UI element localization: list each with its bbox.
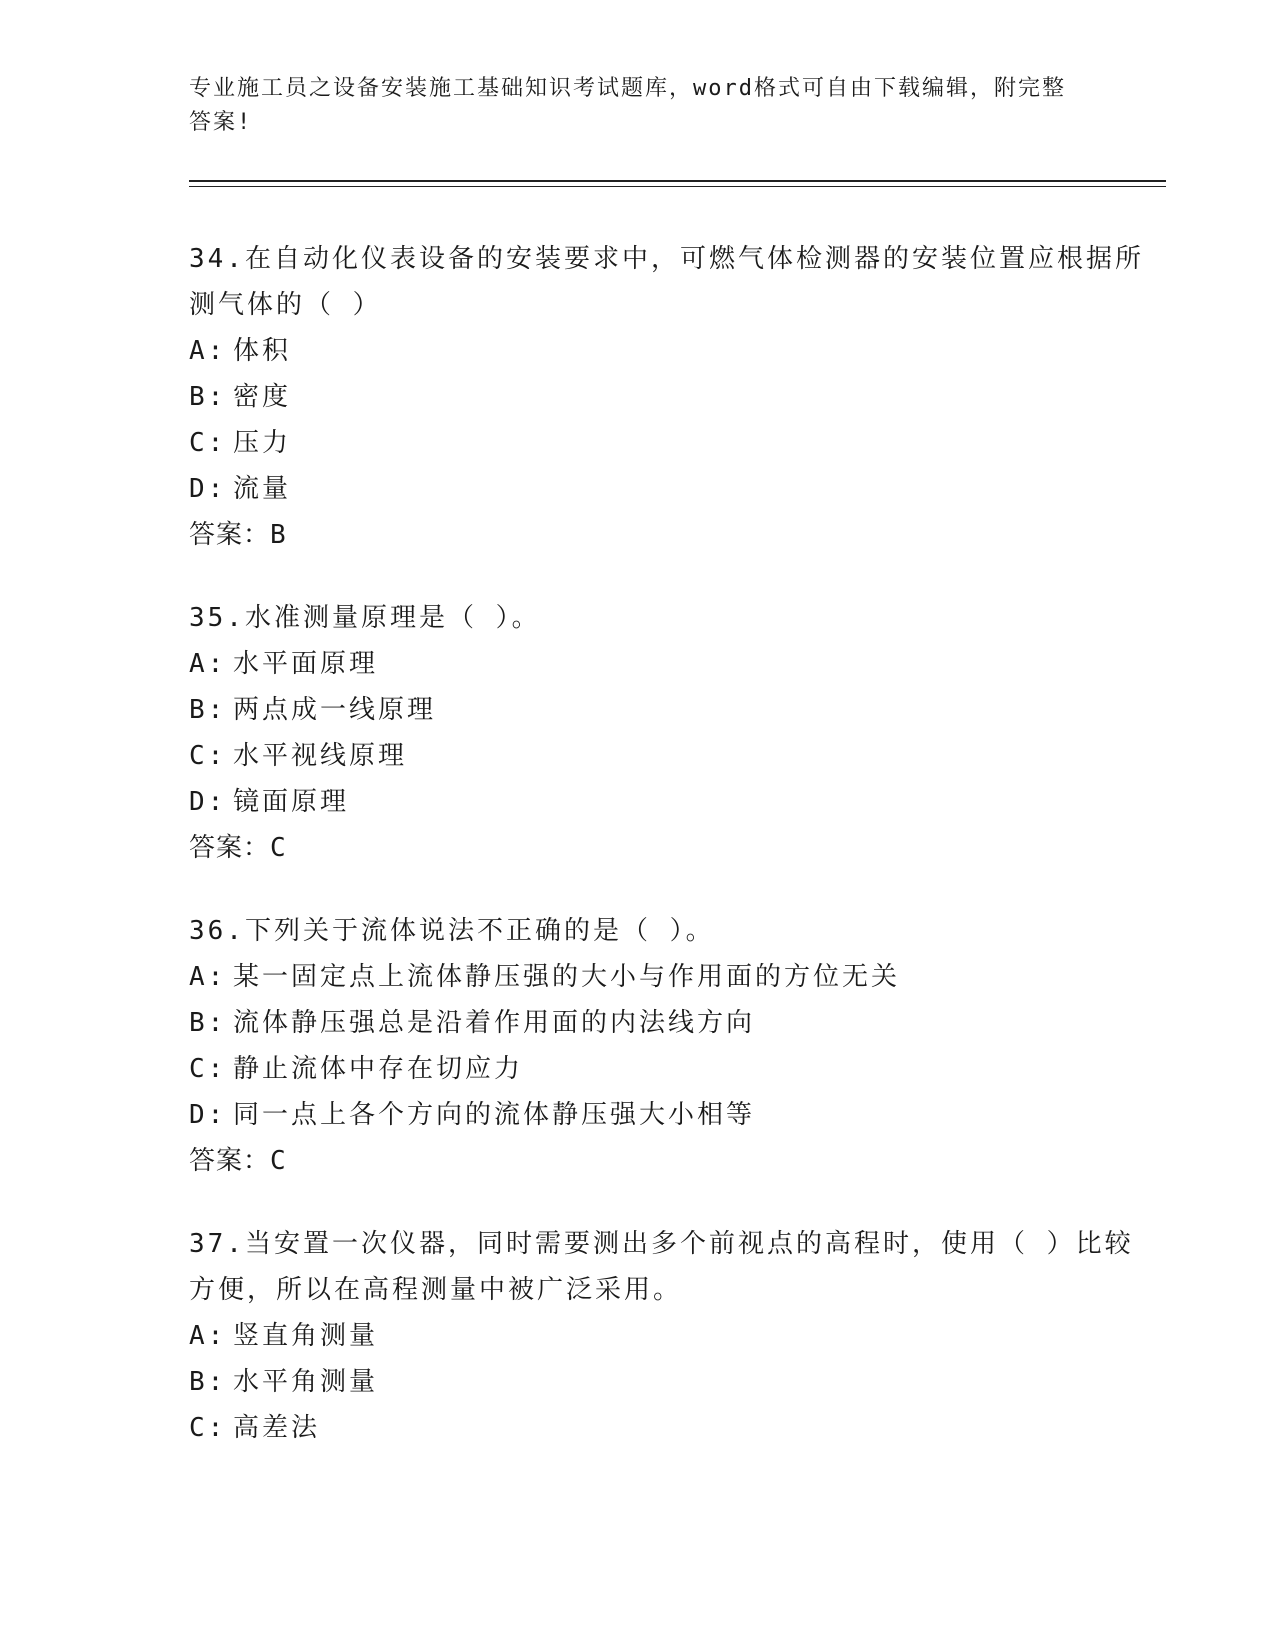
option-c xyxy=(189,1405,1149,1451)
answer-label: 答案： xyxy=(189,1146,271,1176)
option-letter: B: xyxy=(189,1008,227,1038)
option-text: 同一点上各个方向的流体静压强大小相等 xyxy=(233,1100,756,1130)
option-b xyxy=(189,687,1149,733)
option-a xyxy=(189,954,1149,1000)
option-letter: A: xyxy=(189,1321,227,1351)
option-c xyxy=(189,733,1149,779)
option-text: 竖直角测量 xyxy=(233,1321,379,1351)
option-b xyxy=(189,1000,1149,1046)
question-list xyxy=(189,236,1149,1488)
question-number: 34. xyxy=(189,244,245,274)
answer-label: 答案： xyxy=(189,833,271,863)
option-letter: D: xyxy=(189,1100,227,1130)
question-number: 37. xyxy=(189,1229,245,1259)
option-a xyxy=(189,328,1149,374)
header-divider-thick xyxy=(189,180,1166,182)
option-letter: D: xyxy=(189,474,227,504)
option-d xyxy=(189,779,1149,825)
option-text: 水平面原理 xyxy=(233,649,379,679)
question-text xyxy=(189,595,1149,641)
question-37 xyxy=(189,1221,1149,1451)
option-letter: B: xyxy=(189,695,227,725)
option-text: 两点成一线原理 xyxy=(233,695,437,725)
option-letter: C: xyxy=(189,1054,227,1084)
answer-value: B xyxy=(270,520,287,550)
question-stem: 水准测量原理是（ ）。 xyxy=(244,603,541,633)
option-text: 水平角测量 xyxy=(233,1367,379,1397)
option-text: 压力 xyxy=(233,428,292,458)
option-d xyxy=(189,1092,1149,1138)
option-letter: C: xyxy=(189,428,227,458)
option-c xyxy=(189,420,1149,466)
option-letter: B: xyxy=(189,1367,227,1397)
option-text: 镜面原理 xyxy=(233,787,350,817)
answer-line xyxy=(189,825,1149,871)
option-text: 密度 xyxy=(233,382,292,412)
option-text: 流量 xyxy=(233,474,292,504)
option-letter: C: xyxy=(189,1413,227,1443)
answer-value: C xyxy=(270,1146,287,1176)
question-text xyxy=(189,908,1149,954)
option-b xyxy=(189,1359,1149,1405)
answer-value: C xyxy=(270,833,287,863)
question-35 xyxy=(189,595,1149,871)
option-a xyxy=(189,641,1149,687)
option-letter: A: xyxy=(189,962,227,992)
header-divider-thin xyxy=(189,186,1166,187)
option-letter: D: xyxy=(189,787,227,817)
question-number: 35. xyxy=(189,603,245,633)
option-text: 水平视线原理 xyxy=(233,741,408,771)
option-a xyxy=(189,1313,1149,1359)
document-header: 专业施工员之设备安装施工基础知识考试题库，word格式可自由下载编辑，附完整答案! xyxy=(189,76,1066,135)
question-stem: 下列关于流体说法不正确的是（ ）。 xyxy=(244,916,715,946)
option-c xyxy=(189,1046,1149,1092)
question-text xyxy=(189,1221,1149,1313)
option-text: 静止流体中存在切应力 xyxy=(233,1054,524,1084)
option-text: 体积 xyxy=(233,336,292,366)
question-34 xyxy=(189,236,1149,558)
option-letter: B: xyxy=(189,382,227,412)
answer-line xyxy=(189,512,1149,558)
option-text: 高差法 xyxy=(233,1413,321,1443)
option-letter: A: xyxy=(189,336,227,366)
question-number: 36. xyxy=(189,916,245,946)
answer-label: 答案： xyxy=(189,520,271,550)
answer-line xyxy=(189,1138,1149,1184)
option-letter: C: xyxy=(189,741,227,771)
option-text: 某一固定点上流体静压强的大小与作用面的方位无关 xyxy=(233,962,901,992)
question-stem: 在自动化仪表设备的安装要求中，可燃气体检测器的安装位置应根据所测气体的（ ） xyxy=(189,244,1144,320)
question-stem: 当安置一次仪器，同时需要测出多个前视点的高程时，使用（ ）比较方便，所以在高程测量中被广泛采用。 xyxy=(189,1229,1134,1305)
option-letter: A: xyxy=(189,649,227,679)
option-text: 流体静压强总是沿着作用面的内法线方向 xyxy=(233,1008,756,1038)
option-b xyxy=(189,374,1149,420)
question-text xyxy=(189,236,1149,328)
option-d xyxy=(189,466,1149,512)
question-36 xyxy=(189,908,1149,1184)
